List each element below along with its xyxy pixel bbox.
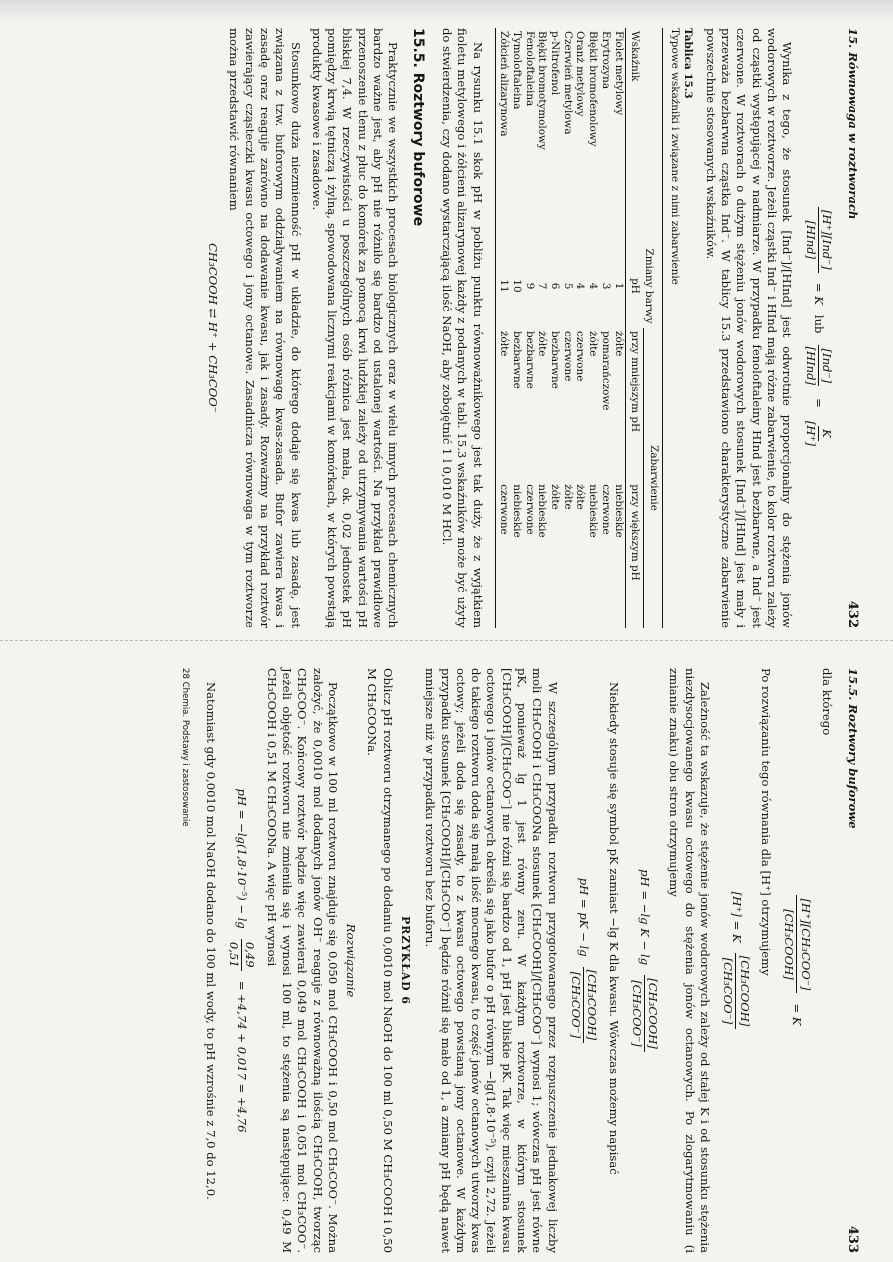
section-title: 15.5. Roztwory buforowe	[409, 28, 426, 227]
running-head	[844, 668, 861, 1253]
table-row	[536, 28, 549, 628]
paragraph: Stosunkowo duża niezmienność pH w układzie, do którego dodaje się kwas lub zasadę, jest związana z tzw. buforowym oddziaływaniem na równowagę kwas-zasada. Bufor zawiera kwas i zasadę oraz reaguje zarówno na dodawanie kwasu, jak i zasady. Rozważmy na przykład roztwór zawierający cząsteczki kwasu octowego i jony octanowe. Zasadnicza równowaga w tym roztworze można przedstawić równaniem	[227, 28, 303, 628]
paragraph: Praktycznie we wszystkich procesach biologicznych oraz w wielu innych procesach chemicznych bardzo ważne jest, aby pH nie różniło się bardzo od ustalonej wartości. Na przykład prawidłowe przenoszenie tlenu z płuc do komórek za pomocą krwi ludzkiej zależy od utrzymywania wartości pH bliskiej 7,4. W rzeczywistości u poszczególnych osób różnica jest mała, ok. 0,02 jednostek pH pomiędzy krwią tętniczą i żylną, spowodowana licznymi reakcjami w komórkach, w których powstają produkty kwasowe i zasadowe.	[309, 28, 401, 628]
low-ph-color: bezbarwne	[523, 331, 536, 389]
indicator-name: Błękit bromotymolowy	[536, 31, 549, 150]
low-ph-color: bezbarwne	[511, 331, 524, 389]
paragraph: Zależność ta wskazuje, że stężenie jonów wodorowych zależy od stałej K i od stosunku stężenia niezdysocjowanego kwasu octowego do stężenia jonów octanowych. Po zlogarytmowaniu (i zmianie znaku) obu stron otrzymujemy	[667, 668, 713, 1253]
table-row	[574, 28, 587, 628]
indicator-name: Erytrozyna	[599, 31, 612, 90]
page-footer: 28 Chemia. Podstawy i zastosowanie	[180, 668, 191, 827]
low-ph-color: czerwone	[561, 331, 574, 382]
ph-value: 4	[574, 282, 587, 290]
high-ph-color: żółte	[561, 484, 574, 510]
acid-constant-formula: [H⁺][CH₃COO⁻] [CH₃COOH] = K	[781, 668, 813, 1253]
paragraph: Na rysunku 15.1 skok pH w pobliżu punktu równoważnikowego jest tak duży, że z wyjątkiem fioletu metylowego i żółcieni alizarynowej każdy z podanych w tabl. 15.3 wskaźników może być użyty do stwierdzenia, czy dodano wystarczającą ilość NaOH, aby zobojętnić 1 l 0,010 M HCl.	[440, 28, 485, 628]
header-ph-change: Zmiany barwy pH	[625, 244, 662, 328]
ph-value: 9	[523, 282, 536, 290]
table-row	[599, 28, 612, 628]
low-ph-color: żółte	[612, 331, 625, 357]
ph-pk-formula: pH = pK − lg [CH₃COOH] [CH₃COO⁻]	[568, 668, 600, 1253]
low-ph-color: czerwone	[574, 331, 587, 382]
high-ph-color: niebieskie	[536, 484, 549, 538]
running-head	[844, 28, 861, 628]
high-ph-color: żółte	[574, 484, 587, 510]
example-ph-formula: pH = −lg(1,8·10⁻⁵) − lg 0,49 0,51 = +4,74 + 0,017 = +4,76	[227, 788, 258, 1133]
low-ph-color: pomarańczowe	[599, 331, 612, 411]
scan-edge	[0, 0, 893, 22]
ph-value: 4	[587, 282, 600, 290]
ph-log-formula: pH = −lg K − lg [CH₃COOH] [CH₃COO⁻]	[629, 668, 661, 1253]
text-line: Po rozwiązaniu tego równania dla [H⁺] otrzymujemy	[758, 668, 773, 976]
ph-value: 6	[549, 282, 562, 290]
indicator-name: p-Nitrofenol	[549, 31, 562, 96]
running-head-title: 15.5. Roztwory buforowe	[846, 668, 860, 829]
page-number: 433	[845, 1225, 860, 1253]
indicator-equilibrium-formula: [H⁺][Ind⁻] [HInd] = K lub [Ind⁻] [HInd] = K [H⁺]	[802, 28, 834, 628]
low-ph-color: bezbarwne	[549, 331, 562, 389]
paragraph: Niekiedy stosuje się symbol pK zamiast −lg K dla kwasu. Wówczas możemy napisać	[606, 682, 621, 1175]
paragraph: Wynika z tego, że stosunek [Ind⁻]/[HInd] jest odwrotnie proporcjonalny do stężenia jonów wodorowych w roztworze. Jeżeli cząstki Ind⁻ i HInd mają różne zabarwienie, to kolor roztworu zależy od cząstki występującej w nadmiarze. W przypadku fenoloftaleiny HInd jest bezbarwne, a Ind⁻ jest czerwone. W roztworach o dużym stężeniu jonów wodorowych stosunek [Ind⁻]/[HInd] jest mały i przeważa bezbarwna cząstka Ind⁻. W tablicy 15.3 przedstawiono charakterystyczne zabarwienie powszechnie stosowanych wskaźników.	[703, 28, 795, 628]
indicator-name: Czerwień metylowa	[561, 31, 574, 135]
table-caption: Tablica 15.3 Typowe wskaźniki i związane z nimi zabarwienie	[668, 28, 695, 285]
table-row	[495, 28, 510, 628]
ph-value: 5	[561, 282, 574, 290]
high-ph-color: niebieskie	[511, 484, 524, 538]
example-text: Oblicz pH roztworu otrzymanego po dodaniu 0,0010 mol NaOH do 100 ml 0,50 M CH₃COOH i 0,50 M CH₃COONa.	[365, 668, 395, 1253]
ph-value: 1	[612, 282, 625, 290]
example-title: PRZYKŁAD 6	[399, 916, 413, 1005]
page-433	[61, 668, 861, 1253]
hydrogen-ion-formula: [H⁺] = K [CH₃COOH] [CH₃COO⁻]	[720, 668, 752, 1253]
high-ph-color: żółte	[549, 484, 562, 510]
indicator-name: Fiolet metylowy	[612, 31, 625, 116]
indicator-name: Oranż metylowy	[574, 31, 587, 117]
ph-value: 3	[599, 282, 612, 290]
table-row	[548, 28, 561, 628]
table-row	[612, 28, 625, 628]
solution-title: Rozwiązanie	[344, 923, 359, 998]
table-row	[523, 28, 536, 628]
indicator-table	[495, 28, 663, 628]
high-ph-color: niebieskie	[587, 484, 600, 538]
high-ph-color: czerwone	[599, 484, 612, 535]
header-color-group: Zabarwienie	[644, 328, 663, 628]
buffer-equilibrium-equation: CH₃COOH ⇄ H⁺ + CH₃COO⁻	[206, 243, 221, 413]
indicator-name: Błękit bromofenolowy	[587, 31, 600, 147]
table-row	[510, 28, 523, 628]
page-number: 432	[845, 600, 860, 628]
ph-value: 7	[536, 282, 549, 290]
ph-value: 11	[495, 244, 510, 328]
paragraph: W szczególnym przypadku roztworu przygotowanego przez rozpuszczenie jednakowej liczby moli CH₃COOH i CH₃COONa stosunek [CH₃COOH]/[CH₃COO⁻] wynosi 1; wówczas pH jest równe pK, ponieważ lg 1 jest równy zeru. W każdym roztworze, w którym stosunek [CH₃COOH]/[CH₃COO⁻] nie różni się bardzo od 1, pH jest bliskie pK. Tak więc mieszanina kwasu octowego i jonów octanowych określa się jako bufor o pH równym −lg(1,8·10⁻⁵), czyli 2,72. Jeżeli do takiego roztworu doda się małą ilość mocnego kwasu, to część jonów octanowych utworzy kwas octowy; jeżeli doda się zasady, to z kwasu octowego powstaną jony octanowe. W każdym przypadku stosunek [CH₃COOH]/[CH₃COO⁻] będzie różnił się mało od 1, a zmiany pH będą nawet mniejsze niż w przypadku roztworu bez buforu.	[423, 668, 560, 1253]
header-higher-ph: przy większym pH	[625, 481, 644, 628]
indicator-name: Tymoloftaleina	[511, 31, 524, 110]
page-divider	[0, 640, 893, 641]
low-ph-color: żółte	[587, 331, 600, 357]
page-432	[61, 28, 861, 628]
high-ph-color: czerwone	[523, 484, 536, 535]
paragraph: Natomiast gdy 0,0010 mol NaOH dodano do 100 ml wody, to pH wzrośnie z 7,0 do 12,0.	[203, 682, 218, 1200]
low-ph-color: żółte	[495, 328, 510, 481]
header-indicator: Wskaźnik	[625, 28, 662, 244]
running-head-title: 15. Równowaga w roztworach	[846, 28, 860, 220]
solution-text: Początkowo w 100 ml roztworu znajduje się 0,050 mol CH₃COOH i 0,50 mol CH₃COO⁻. Można założyć, że 0,0010 mol dodanych jonów OH⁻ reaguje z równoważną ilością CH₃COOH, tworząc CH₃COO⁻. Końcowy roztwór będzie więc zawierał 0,049 mol CH₃COOH i 0,051 mol CH₃COO⁻. Jeżeli objętość roztworu nie zmieniła się i wynosi 100 ml, to stężenia są następujące: 0,49 M CH₃COOH i 0,51 M CH₃COONa. A więc pH wynosi	[264, 668, 340, 1253]
header-lower-ph: przy mniejszym pH	[625, 328, 644, 481]
high-ph-color: niebieskie	[612, 484, 625, 538]
indicator-name: Żółcień alizarynowa	[495, 28, 510, 244]
ph-value: 10	[511, 279, 524, 293]
text-line: dla którego	[819, 668, 834, 736]
table-row	[586, 28, 599, 628]
table-row	[561, 28, 574, 628]
low-ph-color: żółte	[536, 331, 549, 357]
high-ph-color: czerwone	[495, 481, 510, 628]
indicator-name: Fenoloftaleina	[523, 31, 536, 107]
